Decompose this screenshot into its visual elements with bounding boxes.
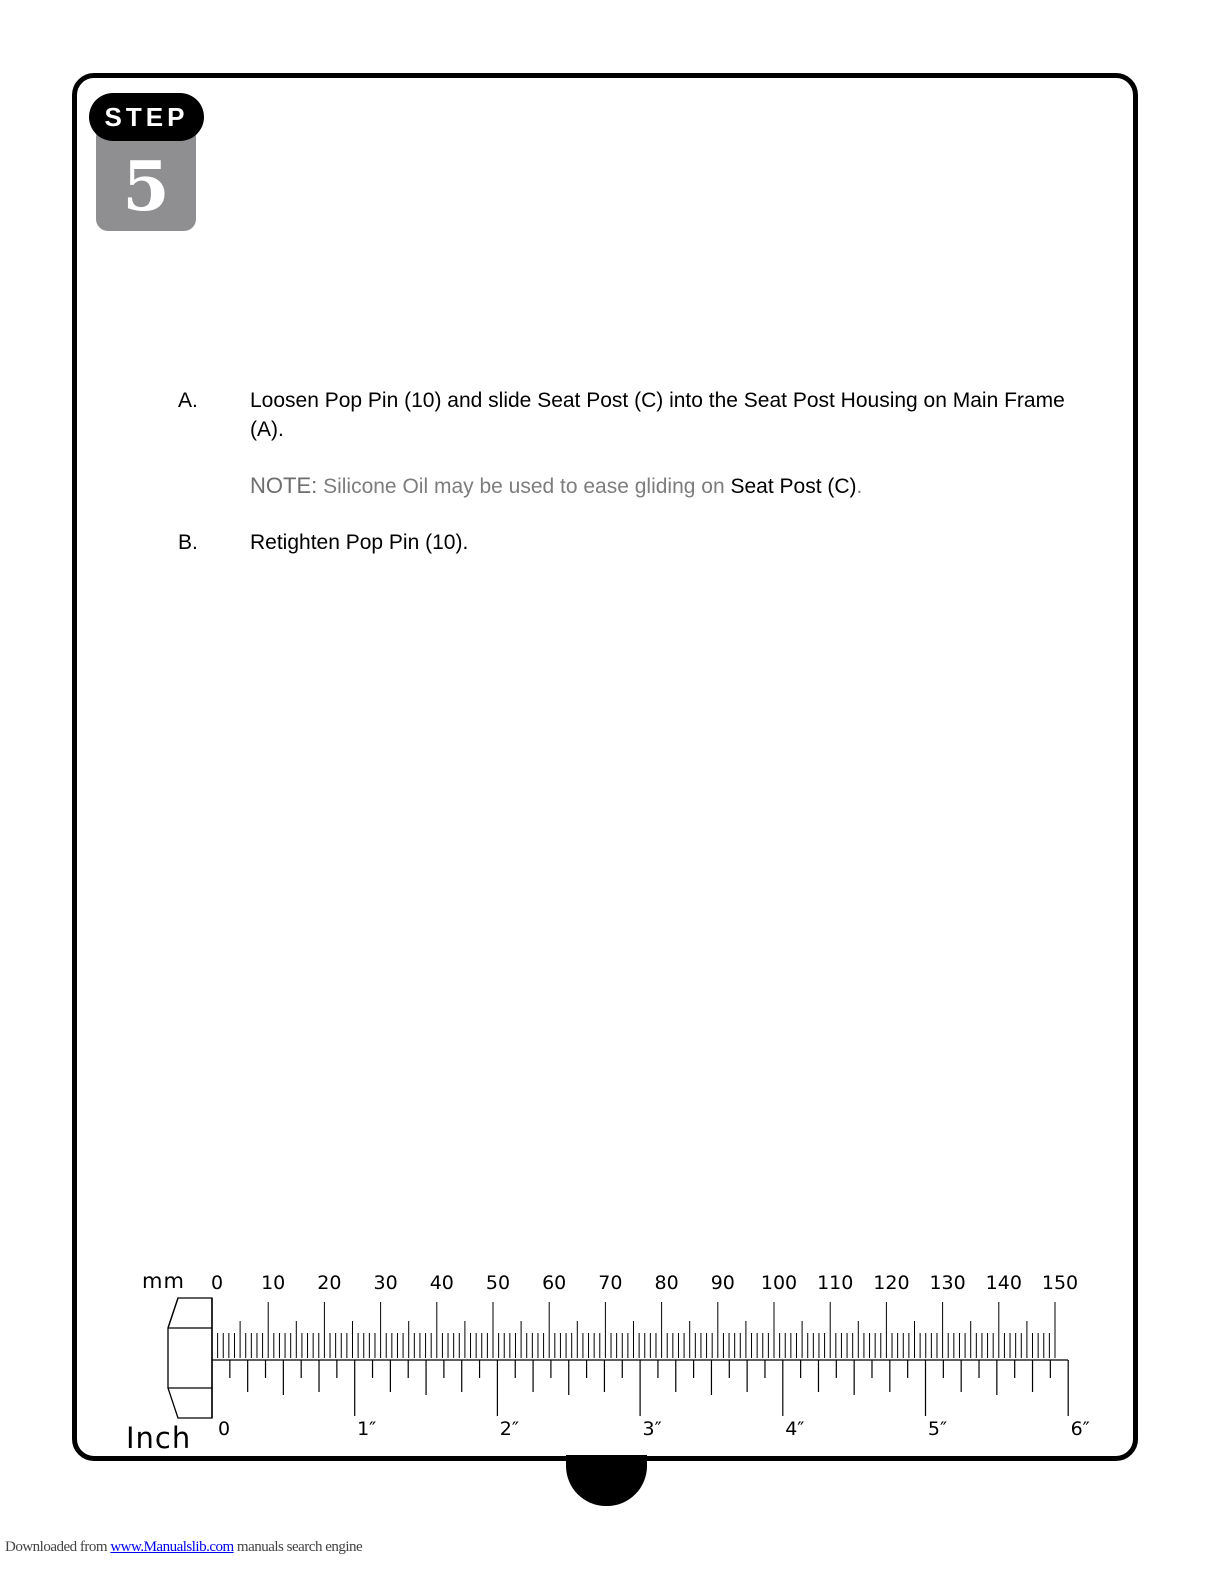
mm-tick-label: 130 xyxy=(929,1272,966,1294)
instruction-text: Loosen Pop Pin (10) and slide Seat Post (C) into the Seat Post Housing on Main Frame (A). xyxy=(250,389,1065,441)
footer xyxy=(5,1539,362,1556)
inch-tick-label: 2″ xyxy=(499,1418,519,1440)
mm-tick-label: 70 xyxy=(598,1272,623,1294)
note-text: Silicone Oil may be used to ease gliding on xyxy=(317,475,731,498)
mm-scale xyxy=(211,1272,1078,1358)
mm-tick-label: 0 xyxy=(210,1272,224,1294)
instruction-text: Retighten Pop Pin (10). xyxy=(250,531,469,554)
inch-tick-label: 1″ xyxy=(357,1418,377,1440)
mm-tick-label: 120 xyxy=(873,1272,910,1294)
instruction-letter: A. xyxy=(178,389,198,412)
mm-tick-label: 100 xyxy=(760,1272,798,1294)
mm-tick-label: 40 xyxy=(429,1272,454,1294)
step-number: 5 xyxy=(122,147,170,227)
footer-suffix: manuals search engine xyxy=(233,1539,363,1555)
note-end: . xyxy=(856,475,863,498)
inch-tick-label: 3″ xyxy=(642,1418,662,1440)
bolt-head-icon xyxy=(168,1298,212,1418)
step-label: STEP xyxy=(89,93,204,141)
instruction-letter: B. xyxy=(178,531,198,554)
mm-tick-label: 50 xyxy=(485,1272,511,1294)
manualslib-link[interactable]: www.Manualslib.com xyxy=(110,1539,234,1555)
mm-tick-label: 20 xyxy=(317,1272,342,1294)
inch-tick-label: 5″ xyxy=(927,1418,948,1440)
mm-tick-label: 80 xyxy=(654,1272,679,1294)
note-label: NOTE: xyxy=(250,473,318,498)
mm-tick-label: 150 xyxy=(1041,1272,1079,1294)
mm-tick-label: 90 xyxy=(710,1272,735,1294)
mm-unit-label: mm xyxy=(142,1269,185,1293)
inch-unit-label: Inch xyxy=(126,1421,192,1455)
mm-tick-label: 140 xyxy=(985,1272,1022,1294)
mm-tick-label: 10 xyxy=(261,1272,286,1294)
mm-tick-label: 110 xyxy=(817,1272,854,1294)
mm-tick-label: 30 xyxy=(373,1272,398,1294)
inch-tick-label: 0 xyxy=(217,1418,231,1440)
inch-scale xyxy=(218,1360,1090,1440)
footer-prefix: Downloaded from xyxy=(5,1539,111,1555)
note-part-reference: Seat Post (C) xyxy=(730,475,857,498)
inch-tick-label: 4″ xyxy=(785,1418,805,1440)
mm-tick-label: 60 xyxy=(542,1272,567,1294)
inch-tick-label: 6″ xyxy=(1070,1418,1090,1440)
